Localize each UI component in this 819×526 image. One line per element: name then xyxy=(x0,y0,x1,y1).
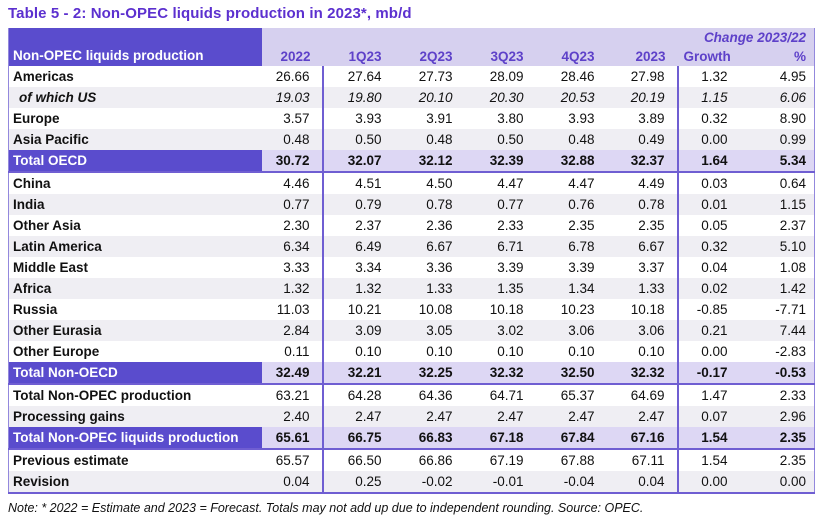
value-cell: 32.50 xyxy=(536,362,607,384)
value-cell: 0.01 xyxy=(678,194,744,215)
value-cell: 6.49 xyxy=(323,236,394,257)
value-cell: 10.08 xyxy=(418,302,453,317)
table-header xyxy=(9,28,815,66)
value-cell: 0.50 xyxy=(323,129,394,150)
value-cell: 67.84 xyxy=(536,427,607,449)
value-cell: 0.10 xyxy=(568,344,595,359)
value-cell: 0.00 xyxy=(744,471,815,493)
value-cell: 6.71 xyxy=(465,236,536,257)
table-row xyxy=(9,194,815,215)
row-label: Revision xyxy=(9,471,262,493)
corner-header: Non-OPEC liquids production xyxy=(9,28,262,66)
value-cell: 65.61 xyxy=(262,427,323,449)
value-cell: 0.64 xyxy=(779,176,806,191)
value-cell: 0.99 xyxy=(744,129,815,150)
value-cell: 67.11 xyxy=(607,449,678,471)
value-cell: 32.39 xyxy=(465,150,536,172)
value-cell: 1.15 xyxy=(744,194,815,215)
value-cell: 67.18 xyxy=(465,427,536,449)
value-cell: -0.01 xyxy=(465,471,536,493)
table-row xyxy=(9,129,815,150)
value-cell: 2.30 xyxy=(262,215,323,236)
row-label: Asia Pacific xyxy=(9,129,262,150)
value-cell: 0.04 xyxy=(262,471,323,493)
value-cell: 2.47 xyxy=(465,406,536,427)
column-header-growth: Growth xyxy=(678,46,744,66)
table-row xyxy=(9,384,815,406)
table-row xyxy=(9,362,815,384)
value-cell: 32.32 xyxy=(465,362,536,384)
value-cell: 32.07 xyxy=(323,150,394,172)
row-label: Previous estimate xyxy=(13,453,129,468)
value-cell: 0.07 xyxy=(678,406,744,427)
table-row xyxy=(9,108,815,129)
value-cell: 67.16 xyxy=(607,427,678,449)
value-cell: 10.21 xyxy=(347,302,382,317)
value-cell: 0.77 xyxy=(465,194,536,215)
value-cell: 0.10 xyxy=(497,344,524,359)
table-row xyxy=(9,449,815,471)
value-cell: 0.32 xyxy=(701,111,728,126)
value-cell: 6.67 xyxy=(607,236,678,257)
value-cell: 28.09 xyxy=(489,69,524,84)
value-cell: 2.35 xyxy=(744,427,815,449)
row-label: Middle East xyxy=(13,260,89,275)
value-cell: 3.36 xyxy=(426,260,453,275)
value-cell: 3.80 xyxy=(497,111,524,126)
value-cell: 65.57 xyxy=(262,449,323,471)
value-cell: 2.47 xyxy=(394,406,465,427)
value-cell: 2.47 xyxy=(323,406,394,427)
value-cell: 5.34 xyxy=(744,150,815,172)
value-cell: -0.17 xyxy=(678,362,744,384)
table-row xyxy=(9,87,815,108)
value-cell: 20.10 xyxy=(394,87,465,108)
row-label: Total Non-OPEC liquids production xyxy=(9,427,262,449)
row-label: Total Non-OPEC production xyxy=(13,388,192,403)
value-cell: 4.47 xyxy=(568,176,595,191)
value-cell: 2.47 xyxy=(536,406,607,427)
column-header-1q23: 1Q23 xyxy=(323,46,394,66)
value-cell: 63.21 xyxy=(262,384,323,406)
value-cell: 3.39 xyxy=(568,260,595,275)
value-cell: 4.46 xyxy=(262,172,323,194)
change-2023-22-header: Change 2023/22 xyxy=(678,28,815,46)
value-cell: 2.35 xyxy=(779,453,806,468)
value-cell: 0.25 xyxy=(323,471,394,493)
value-cell: 66.75 xyxy=(323,427,394,449)
table-row xyxy=(9,172,815,194)
value-cell: 3.09 xyxy=(323,320,394,341)
value-cell: 32.32 xyxy=(607,362,678,384)
value-cell: 32.12 xyxy=(394,150,465,172)
value-cell: 4.95 xyxy=(779,69,806,84)
value-cell: 1.32 xyxy=(701,69,728,84)
value-cell: 2.84 xyxy=(262,320,323,341)
value-cell: 67.88 xyxy=(560,453,595,468)
value-cell: 3.93 xyxy=(355,111,382,126)
row-label: Europe xyxy=(13,111,60,126)
value-cell: 8.90 xyxy=(779,111,806,126)
value-cell: 64.69 xyxy=(607,384,678,406)
value-cell: 0.05 xyxy=(701,218,728,233)
value-cell: 11.03 xyxy=(262,299,323,320)
value-cell: 3.33 xyxy=(262,257,323,278)
value-cell: 2.40 xyxy=(262,406,323,427)
row-label: Africa xyxy=(9,278,262,299)
table-row xyxy=(9,471,815,493)
value-cell: 3.89 xyxy=(607,108,678,129)
value-cell: 2.33 xyxy=(779,388,806,403)
table-body xyxy=(9,66,815,493)
value-cell: 0.49 xyxy=(607,129,678,150)
value-cell: 20.19 xyxy=(607,87,678,108)
value-cell: 2.37 xyxy=(355,218,382,233)
value-cell: 0.00 xyxy=(678,471,744,493)
row-label: Other Europe xyxy=(13,344,100,359)
value-cell: 0.00 xyxy=(678,129,744,150)
value-cell: 20.53 xyxy=(536,87,607,108)
value-cell: 0.79 xyxy=(323,194,394,215)
value-cell: 6.34 xyxy=(262,236,323,257)
table-row xyxy=(9,406,815,427)
value-cell: 2.35 xyxy=(568,218,595,233)
value-cell: 1.34 xyxy=(536,278,607,299)
column-header-4q23: 4Q23 xyxy=(536,46,607,66)
value-cell: 2.33 xyxy=(497,218,524,233)
footnote: Note: * 2022 = Estimate and 2023 = Forecast. Totals may not add up due to independent rounding. Source: OPEC. xyxy=(8,501,644,515)
table-row xyxy=(9,215,815,236)
row-label: Latin America xyxy=(9,236,262,257)
value-cell: 3.37 xyxy=(607,257,678,278)
table-row xyxy=(9,150,815,172)
row-label: of which US xyxy=(9,87,262,108)
value-cell: 19.03 xyxy=(262,87,323,108)
table-row xyxy=(9,299,815,320)
value-cell: 0.77 xyxy=(262,194,323,215)
value-cell: 4.50 xyxy=(426,176,453,191)
value-cell: 3.02 xyxy=(465,320,536,341)
value-cell: 0.78 xyxy=(607,194,678,215)
value-cell: 19.80 xyxy=(323,87,394,108)
value-cell: 27.64 xyxy=(347,69,382,84)
value-cell: 32.25 xyxy=(394,362,465,384)
value-cell: 0.02 xyxy=(678,278,744,299)
column-header-3q23: 3Q23 xyxy=(465,46,536,66)
value-cell: 10.18 xyxy=(607,299,678,320)
value-cell: 6.78 xyxy=(536,236,607,257)
value-cell: 26.66 xyxy=(262,66,323,87)
row-label: Russia xyxy=(13,302,58,317)
value-cell: -0.53 xyxy=(744,362,815,384)
value-cell: 0.48 xyxy=(262,129,323,150)
value-cell: 1.15 xyxy=(678,87,744,108)
value-cell: 1.64 xyxy=(678,150,744,172)
value-cell: 1.42 xyxy=(744,278,815,299)
row-label: Americas xyxy=(13,69,74,84)
value-cell: 32.37 xyxy=(607,150,678,172)
value-cell: 4.51 xyxy=(355,176,382,191)
value-cell: 5.10 xyxy=(744,236,815,257)
value-cell: 0.32 xyxy=(678,236,744,257)
table-row xyxy=(9,341,815,362)
value-cell: 10.23 xyxy=(560,302,595,317)
value-cell: 1.47 xyxy=(701,388,728,403)
value-cell: 1.32 xyxy=(262,278,323,299)
value-cell: -0.02 xyxy=(394,471,465,493)
value-cell: 1.08 xyxy=(779,260,806,275)
value-cell: 0.48 xyxy=(394,129,465,150)
value-cell: 0.48 xyxy=(536,129,607,150)
value-cell: 27.73 xyxy=(418,69,453,84)
value-cell: 64.71 xyxy=(489,388,524,403)
table-row xyxy=(9,236,815,257)
row-label: Total Non-OECD xyxy=(9,362,262,384)
value-cell: 0.03 xyxy=(701,176,728,191)
value-cell: 3.34 xyxy=(355,260,382,275)
value-cell: -2.83 xyxy=(775,344,806,359)
value-cell: 2.47 xyxy=(607,406,678,427)
value-cell: 1.54 xyxy=(701,453,728,468)
value-cell: 1.54 xyxy=(678,427,744,449)
value-cell: 4.47 xyxy=(497,176,524,191)
table-row xyxy=(9,66,815,87)
value-cell: 0.10 xyxy=(426,344,453,359)
value-cell: -7.71 xyxy=(775,302,806,317)
value-cell: 65.37 xyxy=(560,388,595,403)
value-cell: 3.93 xyxy=(568,111,595,126)
column-header-2022: 2022 xyxy=(262,46,323,66)
value-cell: 32.49 xyxy=(262,362,323,384)
value-cell: 20.30 xyxy=(465,87,536,108)
value-cell: 66.86 xyxy=(418,453,453,468)
value-cell: 0.04 xyxy=(701,260,728,275)
table-row xyxy=(9,257,815,278)
value-cell: 0.21 xyxy=(678,320,744,341)
table-row xyxy=(9,278,815,299)
row-label: Other Eurasia xyxy=(9,320,262,341)
value-cell: 2.35 xyxy=(607,215,678,236)
table-title: Table 5 - 2: Non-OPEC liquids production in 2023*, mb/d xyxy=(8,5,412,22)
value-cell: 0.10 xyxy=(355,344,382,359)
table-row xyxy=(9,320,815,341)
value-cell: 10.18 xyxy=(489,302,524,317)
value-cell: -0.85 xyxy=(696,302,728,317)
row-label: Processing gains xyxy=(9,406,262,427)
value-cell: 2.96 xyxy=(744,406,815,427)
value-cell: 1.33 xyxy=(607,278,678,299)
row-label: Total OECD xyxy=(9,150,262,172)
value-cell: 0.78 xyxy=(394,194,465,215)
value-cell: 32.88 xyxy=(536,150,607,172)
value-cell: 3.39 xyxy=(497,260,524,275)
value-cell: 3.06 xyxy=(607,320,678,341)
value-cell: 2.36 xyxy=(426,218,453,233)
value-cell: 3.05 xyxy=(394,320,465,341)
value-cell: 0.04 xyxy=(607,471,678,493)
non-opec-production-table xyxy=(8,28,815,494)
value-cell: 66.50 xyxy=(347,453,382,468)
value-cell: 6.67 xyxy=(394,236,465,257)
column-header-2q23: 2Q23 xyxy=(394,46,465,66)
value-cell: 67.19 xyxy=(489,453,524,468)
value-cell: 66.83 xyxy=(394,427,465,449)
value-cell: 4.49 xyxy=(607,172,678,194)
header-row-change xyxy=(9,28,815,46)
value-cell: 3.91 xyxy=(426,111,453,126)
value-cell: 28.46 xyxy=(560,69,595,84)
value-cell: 30.72 xyxy=(262,150,323,172)
value-cell: 0.11 xyxy=(262,341,323,362)
value-cell: 1.35 xyxy=(465,278,536,299)
header-spacer xyxy=(262,28,678,46)
value-cell: 3.06 xyxy=(536,320,607,341)
value-cell: 0.10 xyxy=(607,341,678,362)
value-cell: -0.04 xyxy=(536,471,607,493)
value-cell: 64.36 xyxy=(418,388,453,403)
value-cell: 3.57 xyxy=(262,108,323,129)
row-label: China xyxy=(13,176,51,191)
table-row xyxy=(9,427,815,449)
value-cell: 64.28 xyxy=(347,388,382,403)
value-cell: 0.76 xyxy=(536,194,607,215)
value-cell: 32.21 xyxy=(323,362,394,384)
value-cell: 0.00 xyxy=(701,344,728,359)
value-cell: 2.37 xyxy=(779,218,806,233)
column-header-2023: 2023 xyxy=(607,46,678,66)
column-header-: % xyxy=(744,46,815,66)
value-cell: 6.06 xyxy=(744,87,815,108)
value-cell: 0.50 xyxy=(465,129,536,150)
value-cell: 1.33 xyxy=(394,278,465,299)
row-label: Other Asia xyxy=(13,218,81,233)
row-label: India xyxy=(9,194,262,215)
value-cell: 27.98 xyxy=(607,66,678,87)
value-cell: 7.44 xyxy=(744,320,815,341)
value-cell: 1.32 xyxy=(323,278,394,299)
